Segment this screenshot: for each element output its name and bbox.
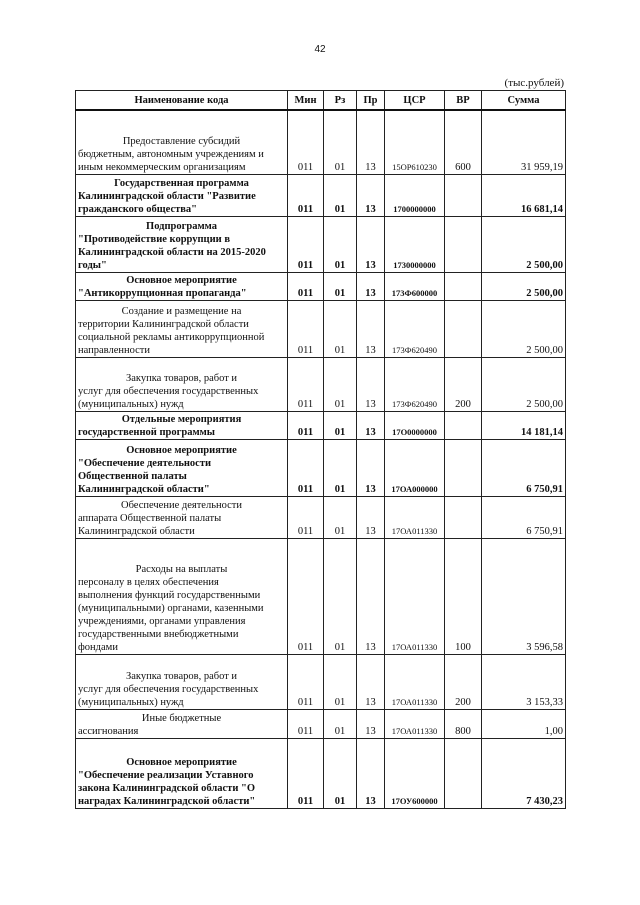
row-name xyxy=(76,709,288,738)
row-name-line: учреждениями, органами управления xyxy=(78,615,246,627)
row-sum: 2 500,00 xyxy=(482,357,566,411)
row-pr: 13 xyxy=(357,110,385,174)
row-name xyxy=(76,300,288,357)
row-min: 011 xyxy=(288,439,324,496)
row-name xyxy=(76,174,288,216)
row-name-line: услуг для обеспечения государственных xyxy=(78,385,259,397)
row-name-line: направленности xyxy=(78,344,151,356)
table-row xyxy=(76,110,566,174)
row-min: 011 xyxy=(288,496,324,538)
row-vr xyxy=(445,300,482,357)
row-pr: 13 xyxy=(357,272,385,300)
row-name-line: Иные бюджетные xyxy=(141,712,222,724)
row-rz: 01 xyxy=(324,709,357,738)
row-min: 011 xyxy=(288,654,324,709)
row-rz: 01 xyxy=(324,300,357,357)
row-name-line: годы" xyxy=(78,259,107,271)
row-name-line: аппарата Общественной палаты xyxy=(78,512,222,524)
row-vr: 200 xyxy=(445,654,482,709)
row-min: 011 xyxy=(288,738,324,808)
row-name-line: Обеспечение деятельности xyxy=(121,499,242,511)
row-name-line: гражданского общества" xyxy=(78,203,198,215)
row-rz: 01 xyxy=(324,654,357,709)
row-name-line: иным некоммерческим организациям xyxy=(78,161,246,173)
row-csr: 173Ф620490 xyxy=(385,357,445,411)
table-row xyxy=(76,439,566,496)
row-sum: 16 681,14 xyxy=(482,174,566,216)
row-sum: 2 500,00 xyxy=(482,272,566,300)
row-sum: 31 959,19 xyxy=(482,110,566,174)
row-rz: 01 xyxy=(324,738,357,808)
table-row xyxy=(76,738,566,808)
row-vr xyxy=(445,174,482,216)
row-min: 011 xyxy=(288,538,324,654)
table-row xyxy=(76,654,566,709)
row-name-line: территории Калининградской области xyxy=(78,318,249,330)
row-name-line: ассигнования xyxy=(78,725,139,737)
row-rz: 01 xyxy=(324,216,357,272)
row-csr: 1700000000 xyxy=(385,174,445,216)
row-csr: 1730000000 xyxy=(385,216,445,272)
row-name-line: персоналу в целях обеспечения xyxy=(78,576,219,588)
table-row xyxy=(76,538,566,654)
row-vr xyxy=(445,439,482,496)
row-rz: 01 xyxy=(324,496,357,538)
row-sum: 1,00 xyxy=(482,709,566,738)
row-name-line: "Обеспечение деятельности xyxy=(78,457,212,469)
table-row xyxy=(76,174,566,216)
row-sum: 6 750,91 xyxy=(482,439,566,496)
row-csr: 17ОА011330 xyxy=(385,654,445,709)
row-name-line: Основное мероприятие xyxy=(126,756,237,768)
budget-table xyxy=(75,90,566,809)
row-pr: 13 xyxy=(357,357,385,411)
row-sum: 3 596,58 xyxy=(482,538,566,654)
row-name xyxy=(76,357,288,411)
table-row xyxy=(76,411,566,439)
header-vr: ВР xyxy=(445,91,482,111)
row-name-line: Общественной палаты xyxy=(78,470,187,482)
row-min: 011 xyxy=(288,357,324,411)
row-name-line: Калининградской области" xyxy=(78,483,210,495)
row-name-line: бюджетным, автономным учреждениям и xyxy=(78,148,264,160)
row-sum: 3 153,33 xyxy=(482,654,566,709)
row-rz: 01 xyxy=(324,411,357,439)
row-rz: 01 xyxy=(324,357,357,411)
row-csr: 17ОА011330 xyxy=(385,496,445,538)
row-csr: 15ОР610230 xyxy=(385,110,445,174)
row-min: 011 xyxy=(288,216,324,272)
row-vr xyxy=(445,272,482,300)
row-min: 011 xyxy=(288,709,324,738)
row-csr: 17ОА011330 xyxy=(385,709,445,738)
row-min: 011 xyxy=(288,411,324,439)
row-sum: 2 500,00 xyxy=(482,300,566,357)
row-name-line: "Противодействие коррупции в xyxy=(78,233,230,245)
header-sum: Сумма xyxy=(482,91,566,111)
row-name-line: Основное мероприятие xyxy=(126,444,237,456)
row-csr: 17ОА000000 xyxy=(385,439,445,496)
row-name-line: Закупка товаров, работ и xyxy=(125,670,238,682)
row-sum: 7 430,23 xyxy=(482,738,566,808)
row-name-line: услуг для обеспечения государственных xyxy=(78,683,259,695)
row-name-line: Калининградской области "Развитие xyxy=(78,190,256,202)
row-min: 011 xyxy=(288,300,324,357)
row-pr: 13 xyxy=(357,654,385,709)
row-name-line: фондами xyxy=(78,641,118,653)
row-rz: 01 xyxy=(324,110,357,174)
row-min: 011 xyxy=(288,110,324,174)
row-name-line: государственными внебюджетными xyxy=(78,628,239,640)
row-name-line: Расходы на выплаты xyxy=(135,563,228,575)
row-pr: 13 xyxy=(357,411,385,439)
row-pr: 13 xyxy=(357,439,385,496)
row-name-line: Отдельные мероприятия xyxy=(121,413,242,425)
row-sum: 2 500,00 xyxy=(482,216,566,272)
row-name-line: Основное мероприятие xyxy=(126,274,237,286)
row-csr: 173Ф620490 xyxy=(385,300,445,357)
row-name xyxy=(76,272,288,300)
row-name-line: закона Калининградской области "О xyxy=(78,782,255,794)
row-name-line: Закупка товаров, работ и xyxy=(125,372,238,384)
row-vr xyxy=(445,738,482,808)
row-name xyxy=(76,411,288,439)
row-name xyxy=(76,654,288,709)
table-row xyxy=(76,496,566,538)
row-pr: 13 xyxy=(357,709,385,738)
row-vr: 800 xyxy=(445,709,482,738)
row-name xyxy=(76,538,288,654)
row-vr: 200 xyxy=(445,357,482,411)
row-csr: 17О0000000 xyxy=(385,411,445,439)
row-name-line: "Обеспечение реализации Уставного xyxy=(78,769,254,781)
row-pr: 13 xyxy=(357,300,385,357)
row-name-line: государственной программы xyxy=(78,426,215,438)
header-name: Наименование кода xyxy=(76,91,288,111)
row-name-line: Создание и размещение на xyxy=(121,305,242,317)
row-name xyxy=(76,439,288,496)
table-row xyxy=(76,709,566,738)
row-pr: 13 xyxy=(357,738,385,808)
row-csr: 17ОУ600000 xyxy=(385,738,445,808)
row-name-line: наградах Калининградской области" xyxy=(78,795,256,807)
row-rz: 01 xyxy=(324,439,357,496)
header-rz: Рз xyxy=(324,91,357,111)
row-vr xyxy=(445,496,482,538)
row-name-line: (муниципальными) органами, казенными xyxy=(78,602,264,614)
row-name-line: Предоставление субсидий xyxy=(122,135,241,147)
header-csr: ЦСР xyxy=(385,91,445,111)
table-row xyxy=(76,357,566,411)
row-name-line: Государственная программа xyxy=(114,177,249,189)
row-name-line: "Антикоррупционная пропаганда" xyxy=(78,287,247,299)
row-pr: 13 xyxy=(357,496,385,538)
row-name-line: выполнения функций государственными xyxy=(78,589,261,601)
row-pr: 13 xyxy=(357,216,385,272)
row-rz: 01 xyxy=(324,538,357,654)
row-name-line: Калининградской области xyxy=(78,525,195,537)
row-name xyxy=(76,110,288,174)
row-min: 011 xyxy=(288,272,324,300)
row-min: 011 xyxy=(288,174,324,216)
row-sum: 14 181,14 xyxy=(482,411,566,439)
row-name xyxy=(76,496,288,538)
row-pr: 13 xyxy=(357,538,385,654)
row-csr: 17ОА011330 xyxy=(385,538,445,654)
page-number: 42 xyxy=(314,44,326,55)
row-name xyxy=(76,216,288,272)
row-name-line: Калининградской области на 2015-2020 xyxy=(78,246,266,258)
row-vr: 600 xyxy=(445,110,482,174)
row-sum: 6 750,91 xyxy=(482,496,566,538)
row-vr: 100 xyxy=(445,538,482,654)
table-row xyxy=(76,272,566,300)
row-rz: 01 xyxy=(324,174,357,216)
row-name-line: Подпрограмма xyxy=(146,220,217,232)
row-rz: 01 xyxy=(324,272,357,300)
units-label: (тыс.рублей) xyxy=(504,77,564,89)
table-header-row xyxy=(76,91,566,111)
row-name-line: социальной рекламы антикоррупционной xyxy=(78,331,265,343)
row-name xyxy=(76,738,288,808)
row-vr xyxy=(445,411,482,439)
header-min: Мин xyxy=(288,91,324,111)
header-pr: Пр xyxy=(357,91,385,111)
row-vr xyxy=(445,216,482,272)
row-name-line: (муниципальных) нужд xyxy=(78,398,184,410)
row-name-line: (муниципальных) нужд xyxy=(78,696,184,708)
table-row xyxy=(76,216,566,272)
table-row xyxy=(76,300,566,357)
row-csr: 173Ф600000 xyxy=(385,272,445,300)
row-pr: 13 xyxy=(357,174,385,216)
